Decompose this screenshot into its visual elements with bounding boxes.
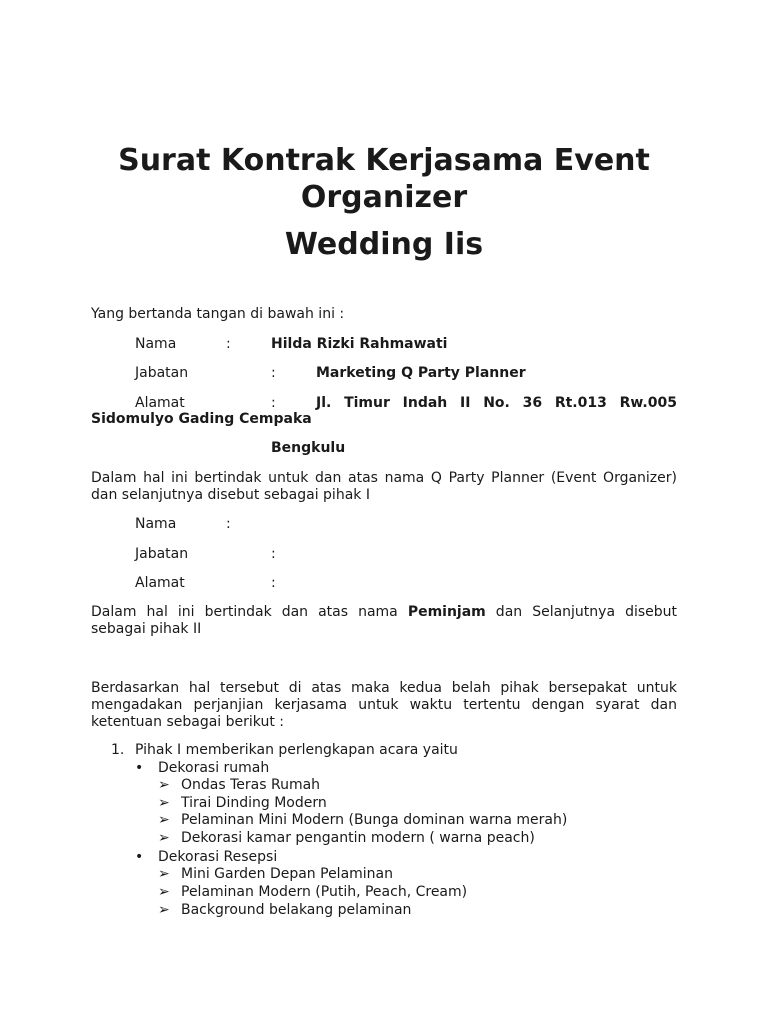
bullet-icon: • <box>135 760 144 776</box>
party1-address-city: Bengkulu <box>271 440 346 456</box>
list-item: Tirai Dinding Modern <box>181 795 327 811</box>
address-word: Indah <box>402 395 448 411</box>
agreement-paragraph: Berdasarkan hal tersebut di atas maka kedua belah pihak bersepakat untuk mengadakan perjanjian kerjasama untuk waktu tertentu dengan syarat dan ketentuan sebagai berikut : <box>91 680 677 730</box>
party1-statement: Dalam hal ini bertindak untuk dan atas nama Q Party Planner (Event Organizer) dan selanjutnya disebut sebagai pihak I <box>91 470 677 503</box>
group-title-reception: Dekorasi Resepsi <box>158 849 278 865</box>
title-line-1: Surat Kontrak Kerjasama Event <box>118 143 650 178</box>
address-word: No. <box>483 395 510 411</box>
arrow-bullet-icon: ➢ <box>158 902 170 918</box>
party1-address-colon: : <box>271 395 276 411</box>
address-word: Jl. <box>316 395 332 411</box>
party2-name-colon: : <box>226 516 231 532</box>
party1-position-colon: : <box>271 365 276 381</box>
address-word: 36 <box>522 395 543 411</box>
party2-statement-after: dan Selanjutnya disebut sebagai pihak II <box>91 604 677 637</box>
party1-address-label: Alamat <box>135 395 185 411</box>
document-subtitle: Wedding Iis <box>284 227 484 262</box>
address-word: II <box>460 395 471 411</box>
list-item: Pelaminan Mini Modern (Bunga dominan warna merah) <box>181 812 568 828</box>
arrow-bullet-icon: ➢ <box>158 812 170 828</box>
party1-address-line-2: Sidomulyo Gading Cempaka <box>91 411 312 427</box>
list-item: Ondas Teras Rumah <box>181 777 321 793</box>
party2-name-label: Nama <box>135 516 177 532</box>
party2-position-colon: : <box>271 546 276 562</box>
party1-name-value: Hilda Rizki Rahmawati <box>271 336 448 352</box>
intro-text: Yang bertanda tangan di bawah ini : <box>91 306 345 322</box>
document-title <box>60 142 708 216</box>
party1-position-label: Jabatan <box>135 365 189 381</box>
arrow-bullet-icon: ➢ <box>158 866 170 882</box>
bullet-icon: • <box>135 849 144 865</box>
list-item: Dekorasi kamar pengantin modern ( warna peach) <box>181 830 535 846</box>
address-word: Rw.005 <box>619 395 677 411</box>
address-word: Timur <box>344 395 390 411</box>
arrow-bullet-icon: ➢ <box>158 884 170 900</box>
party1-name-colon: : <box>226 336 231 352</box>
list-item: Pelaminan Modern (Putih, Peach, Cream) <box>181 884 468 900</box>
party2-address-label: Alamat <box>135 575 185 591</box>
list-item: Mini Garden Depan Pelaminan <box>181 866 394 882</box>
party2-statement-bold: Peminjam <box>407 604 486 620</box>
party2-statement <box>91 604 677 638</box>
party1-address-line-1 <box>316 395 677 412</box>
arrow-bullet-icon: ➢ <box>158 830 170 846</box>
arrow-bullet-icon: ➢ <box>158 795 170 811</box>
address-word: Rt.013 <box>554 395 607 411</box>
term-number: 1. <box>111 742 125 758</box>
title-line-2: Organizer <box>300 180 468 215</box>
group-title-home: Dekorasi rumah <box>158 760 270 776</box>
list-item: Background belakang pelaminan <box>181 902 412 918</box>
party1-position-value: Marketing Q Party Planner <box>316 365 526 381</box>
term-text: Pihak I memberikan perlengkapan acara yaitu <box>135 742 458 758</box>
party2-position-label: Jabatan <box>135 546 189 562</box>
party1-name-label: Nama <box>135 336 177 352</box>
party2-statement-before: Dalam hal ini bertindak dan atas nama <box>91 604 408 620</box>
party2-address-colon: : <box>271 575 276 591</box>
arrow-bullet-icon: ➢ <box>158 777 170 793</box>
